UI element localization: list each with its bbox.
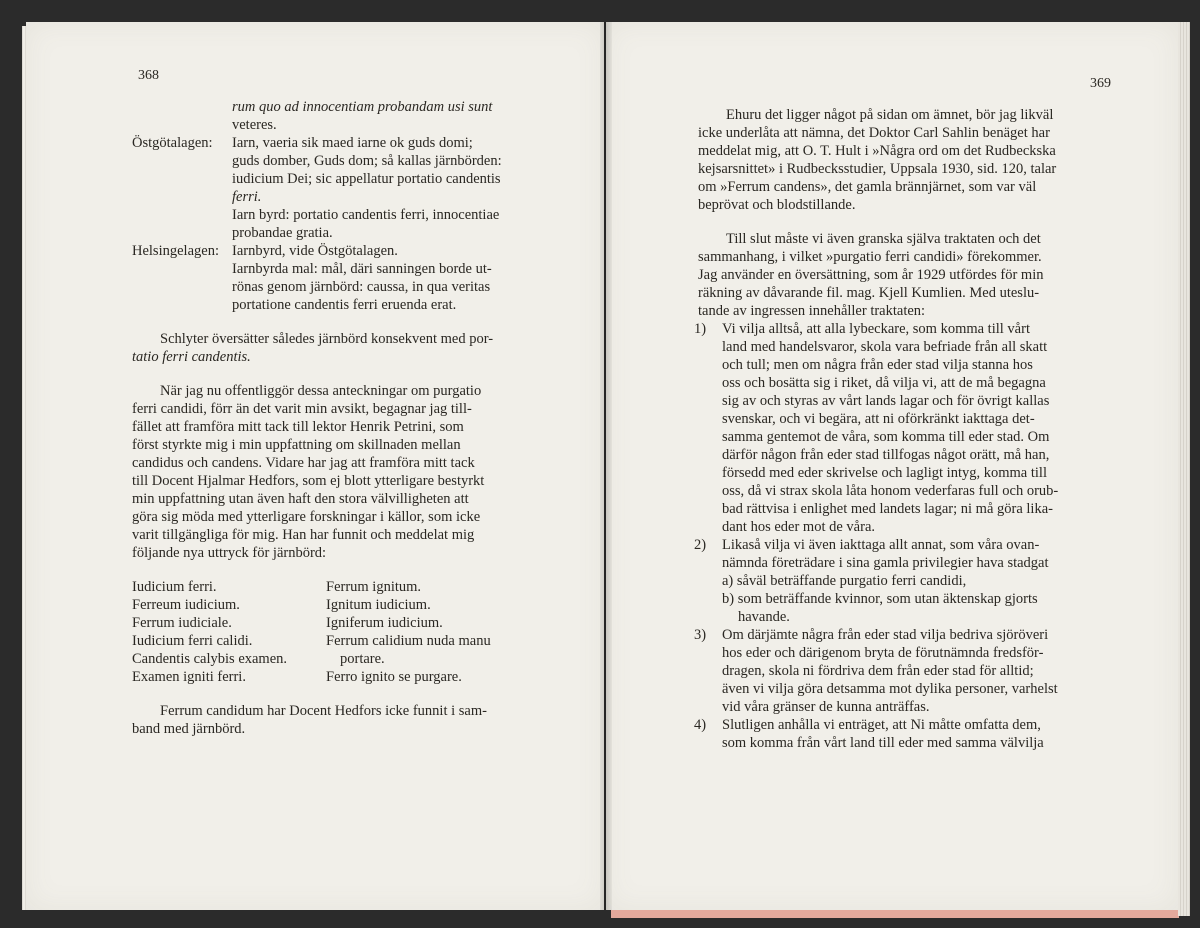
definition-line: guds domber, Guds dom; så kallas järnbörden: <box>232 153 502 169</box>
term-left: Ferreum iudicium. <box>132 597 240 613</box>
item-line: sig av och styras av vårt lands lagar och för övrigt kallas <box>722 393 1050 409</box>
definition-line: iudicium Dei; sic appellatur portatio candentis <box>232 171 501 187</box>
paragraph-line: räkning av dåvarande fil. mag. Kjell Kumlien. Med uteslu- <box>698 285 1040 301</box>
item-line: försedd med eder skrivelse och lagligt intyg, komma till <box>722 465 1047 481</box>
paragraph-line: varit tillgängliga för mig. Han har funnit och meddelat mig <box>132 527 475 543</box>
item-number: 4) <box>694 717 707 733</box>
term-left: Iudicium ferri calidi. <box>132 633 253 649</box>
paragraph-line: meddelat mig, att O. T. Hult i »Några ord om det Rudbeckska <box>698 143 1056 159</box>
book-spine <box>600 22 612 910</box>
definition-line: Iarnbyrda mal: mål, däri sanningen borde ut- <box>232 261 492 277</box>
paragraph-line: ferri candidi, förr än det varit min avsikt, begagnar jag till- <box>132 401 472 417</box>
definition-line: probandae gratia. <box>232 225 333 241</box>
term-right: Ignitum iudicium. <box>326 597 431 613</box>
law-label-helsingelagen: Helsingelagen: <box>132 243 219 259</box>
item-line: svenskar, och vi begära, att ni oförkränkt iakttaga det- <box>722 411 1035 427</box>
definition-line: rum quo ad innocentiam probandam usi sunt <box>232 99 493 115</box>
item-line: b) som beträffande kvinnor, som utan äktenskap gjorts <box>722 591 1038 607</box>
paragraph-line: Ehuru det ligger något på sidan om ämnet, bör jag likväl <box>726 107 1054 123</box>
item-line: vid våra gränser de kunna anträffas. <box>722 699 930 715</box>
term-right: Ferro ignito se purgare. <box>326 669 462 685</box>
item-line: nämnda företrädare i sina gamla privilegier hava stadgat <box>722 555 1049 571</box>
item-line: a) såväl beträffande purgatio ferri candidi, <box>722 573 967 589</box>
item-line: dant hos eder mot de våra. <box>722 519 876 535</box>
item-line: bad rättvisa i enlighet med landets lagar; ni må göra lika- <box>722 501 1053 517</box>
open-book <box>26 22 1192 922</box>
paragraph-line: kejsarsnittet» i Rudbecksstudier, Uppsala 1930, sid. 120, talar <box>698 161 1057 177</box>
item-line: Vi vilja alltså, att alla lybeckare, som komma till vårt <box>722 321 1030 337</box>
paragraph-line: Ferrum candidum har Docent Hedfors icke funnit i sam- <box>160 703 487 719</box>
item-line: dragen, skola ni fördriva dem från eder stad för alltid; <box>722 663 1034 679</box>
paragraph-line: Till slut måste vi även granska själva traktaten och det <box>726 231 1041 247</box>
paragraph-line: När jag nu offentliggör dessa anteckningar om purgatio <box>160 383 482 399</box>
item-line: därför någon från eder stad tillfogas något orätt, må han, <box>722 447 1050 463</box>
paragraph-line: tande av ingressen innehåller traktaten: <box>698 303 926 319</box>
term-right: Igniferum iudicium. <box>326 615 443 631</box>
item-line: oss och bosätta sig i riket, då vilja vi, att de må begagna <box>722 375 1046 391</box>
definition-line: ferri. <box>232 189 262 205</box>
right-page-edge <box>1178 22 1190 916</box>
term-left: Candentis calybis examen. <box>132 651 288 667</box>
red-page-edge <box>611 910 1179 918</box>
paragraph-line: till Docent Hjalmar Hedfors, som ej blott ytterligare bestyrkt <box>132 473 485 489</box>
item-number: 2) <box>694 537 707 553</box>
definition-line: Iarn byrd: portatio candentis ferri, innocentiae <box>232 207 500 223</box>
paragraph-line: Schlyter översätter således järnbörd konsekvent med por- <box>160 331 494 347</box>
paragraph-line: icke underlåta att nämna, det Doktor Carl Sahlin benäget har <box>698 125 1050 141</box>
item-line: Slutligen anhålla vi enträget, att Ni måtte omfatta dem, <box>722 717 1041 733</box>
definition-line: rönas genom järnbörd: caussa, in qua veritas <box>232 279 491 295</box>
definition-line: Iarn, vaeria sik maed iarne ok guds domi; <box>232 135 473 151</box>
paragraph-line: fället att framföra mitt tack till lektor Henrik Petrini, som <box>132 419 464 435</box>
definition-line: Iarnbyrd, vide Östgötalagen. <box>232 243 398 259</box>
item-line: samma gentemot de våra, som komma till eder stad. Om <box>722 429 1050 445</box>
term-right: portare. <box>340 651 385 667</box>
term-right: Ferrum calidium nuda manu <box>326 633 491 649</box>
left-page-number: 368 <box>138 68 159 83</box>
paragraph-line: först styrkte mig i min uppfattning om skillnaden mellan <box>132 437 461 453</box>
paragraph-line: sammanhang, i vilket »purgatio ferri candidi» förekommer. <box>698 249 1042 265</box>
paragraph-line: beprövat och blodstillande. <box>698 197 856 213</box>
term-right: Ferrum ignitum. <box>326 579 422 595</box>
item-line: Om därjämte några från eder stad vilja bedriva sjöröveri <box>722 627 1049 643</box>
item-line: havande. <box>738 609 790 625</box>
item-number: 3) <box>694 627 707 643</box>
paragraph-line: tatio ferri candentis. <box>132 349 251 365</box>
paragraph-line: band med järnbörd. <box>132 721 246 737</box>
item-line: hos eder och därigenom bryta de förutnämnda fredsför- <box>722 645 1044 661</box>
paragraph-line: följande nya uttryck för järnbörd: <box>132 545 327 561</box>
item-number: 1) <box>694 321 707 337</box>
paragraph-line: göra sig möda med ytterligare forskningar i källor, som icke <box>132 509 481 525</box>
paragraph-line: Jag använder en översättning, som år 1929 utfördes för min <box>698 267 1044 283</box>
definition-line: portatione candentis ferri eruenda erat. <box>232 297 457 313</box>
term-left: Ferrum iudiciale. <box>132 615 232 631</box>
paragraph-line: om »Ferrum candens», det gamla brännjärnet, som var väl <box>698 179 1037 195</box>
law-label-ostgotalagen: Östgötalagen: <box>132 135 213 151</box>
item-line: Likaså vilja vi även iakttaga allt annat, som våra ovan- <box>722 537 1040 553</box>
right-page-number: 369 <box>1090 76 1111 91</box>
item-line: även vi vilja göra detsamma mot dylika personer, varhelst <box>722 681 1058 697</box>
paragraph-line: candidus och candens. Vidare har jag att framföra mitt tack <box>132 455 475 471</box>
term-left: Iudicium ferri. <box>132 579 217 595</box>
definition-line: veteres. <box>232 117 277 133</box>
paragraph-line: min uppfattning utan även haft den stora välvilligheten att <box>132 491 469 507</box>
item-line: land med handelsvaror, skola vara befriade från all skatt <box>722 339 1048 355</box>
term-left: Examen igniti ferri. <box>132 669 246 685</box>
item-line: som komma från vårt land till eder med samma välvilja <box>722 735 1044 751</box>
item-line: oss, då vi strax skola låta honom vederfaras full och orub- <box>722 483 1059 499</box>
item-line: och tull; men om några från eder stad vilja stanna hos <box>722 357 1033 373</box>
